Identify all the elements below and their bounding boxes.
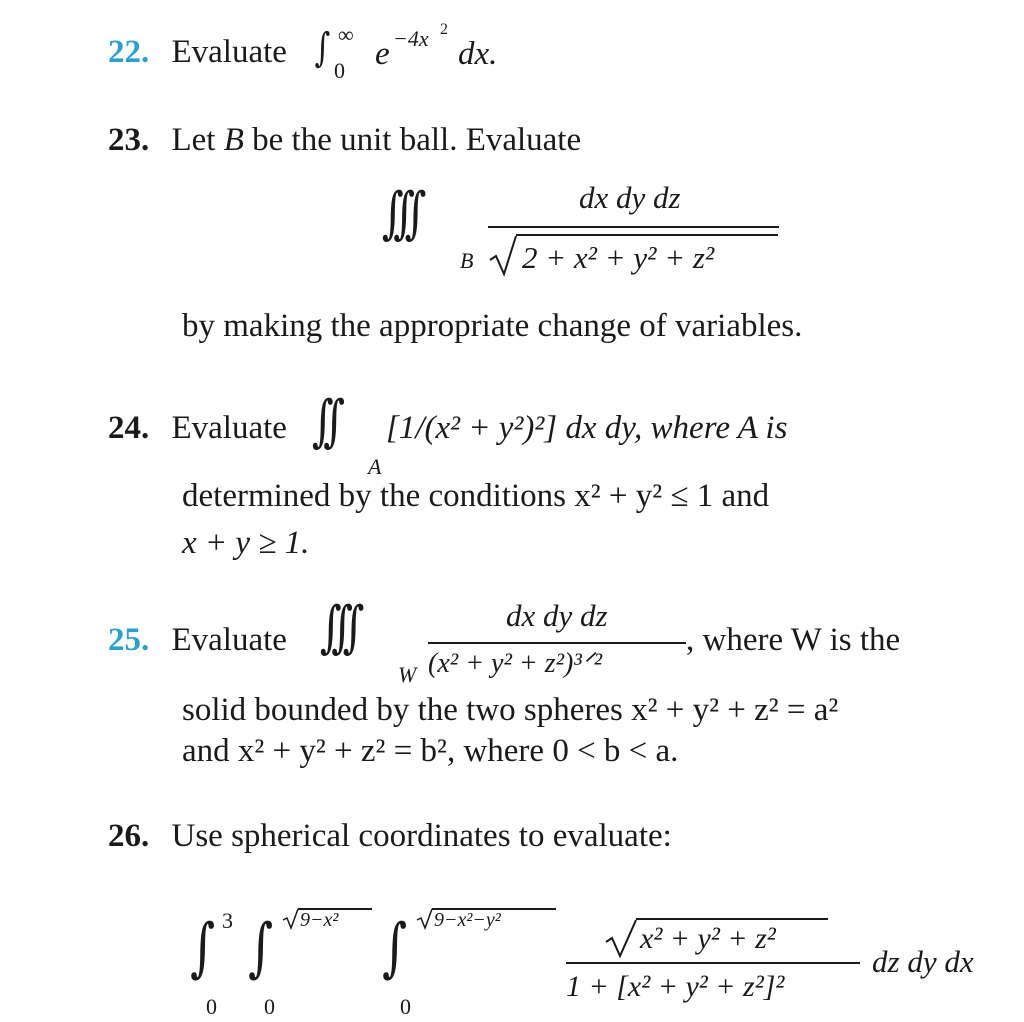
numerator-overline — [636, 918, 828, 920]
problem-24 — [108, 412, 287, 445]
upper-limit: ∞ — [338, 22, 354, 47]
integrand: [1/(x² + y²)²] dx dy, where A is — [386, 410, 788, 446]
problem-25 — [108, 624, 287, 657]
int1-lower: 0 — [206, 994, 217, 1019]
int3-upper: 9−x²−y² — [434, 909, 501, 931]
exponent-power: 2 — [440, 21, 448, 38]
problem-label: Evaluate — [171, 34, 287, 70]
conditions-line-2: x + y ≥ 1. — [182, 525, 310, 561]
problem-number: 22. — [108, 34, 150, 70]
int2-upper: 9−x² — [300, 909, 339, 931]
fraction-bar — [488, 226, 779, 228]
problem-23 — [108, 124, 581, 157]
numerator: dx dy dz — [579, 180, 681, 215]
problem-label: Evaluate — [171, 410, 287, 446]
int2-upper-radical — [282, 908, 300, 930]
radical-overline — [516, 234, 778, 236]
integral-sign-1: ∫ — [190, 911, 216, 985]
denominator: (x² + y² + z²)³ᐟ² — [428, 648, 603, 679]
differentials: dz dy dx — [872, 944, 974, 979]
triple-integral-signs: ∫∫∫ — [381, 181, 416, 246]
spheres-line: solid bounded by the two spheres x² + y² + z² = a² — [182, 692, 839, 728]
fraction-bar — [428, 642, 686, 644]
fraction-bar — [566, 962, 860, 964]
where-w-text: , where W is the — [686, 622, 901, 658]
denominator: 2 + x² + y² + z² — [522, 240, 715, 275]
problem-26 — [108, 820, 672, 853]
region-a: A — [368, 454, 382, 479]
problem-label: Evaluate — [171, 622, 287, 658]
text-unit-ball: be the unit ball. Evaluate — [252, 122, 582, 158]
numerator: x² + y² + z² — [640, 922, 776, 955]
spheres-line-2: and x² + y² + z² = b², where 0 < b < a. — [182, 733, 679, 769]
int2-lower: 0 — [264, 994, 275, 1019]
problem-text: Use spherical coordinates to evaluate: — [171, 818, 672, 854]
exponent: −4x — [393, 26, 429, 51]
problem-number: 26. — [108, 818, 150, 854]
numerator: dx dy dz — [506, 598, 608, 633]
denominator: 1 + [x² + y² + z²]² — [566, 970, 785, 1003]
differential: dx. — [458, 36, 498, 72]
numerator-radical — [604, 918, 638, 960]
lower-limit: 0 — [334, 58, 345, 83]
text-change-of-variables: by making the appropriate change of variables. — [182, 308, 803, 344]
exp-base: e — [375, 36, 390, 72]
region-b: B — [460, 248, 474, 273]
int3-upper-radical — [416, 908, 434, 930]
conditions-line: determined by the conditions x² + y² ≤ 1 and — [182, 478, 770, 514]
text-let: Let — [171, 122, 216, 158]
problem-number: 25. — [108, 622, 150, 658]
int1-upper: 3 — [222, 908, 233, 933]
triple-integral-signs: ∫∫∫ — [319, 595, 354, 660]
problem-22 — [108, 36, 287, 69]
radical-sign — [488, 234, 518, 278]
problem-number: 24. — [108, 410, 150, 446]
int3-lower: 0 — [400, 994, 411, 1019]
region-w: W — [398, 662, 417, 687]
var-b: B — [223, 122, 244, 158]
integral-sign-3: ∫ — [382, 911, 408, 985]
problem-number: 23. — [108, 122, 150, 158]
integral-sign-2: ∫ — [248, 911, 274, 985]
integral-sign: ∫ — [314, 25, 331, 71]
double-integral-signs: ∫∫ — [311, 389, 335, 454]
